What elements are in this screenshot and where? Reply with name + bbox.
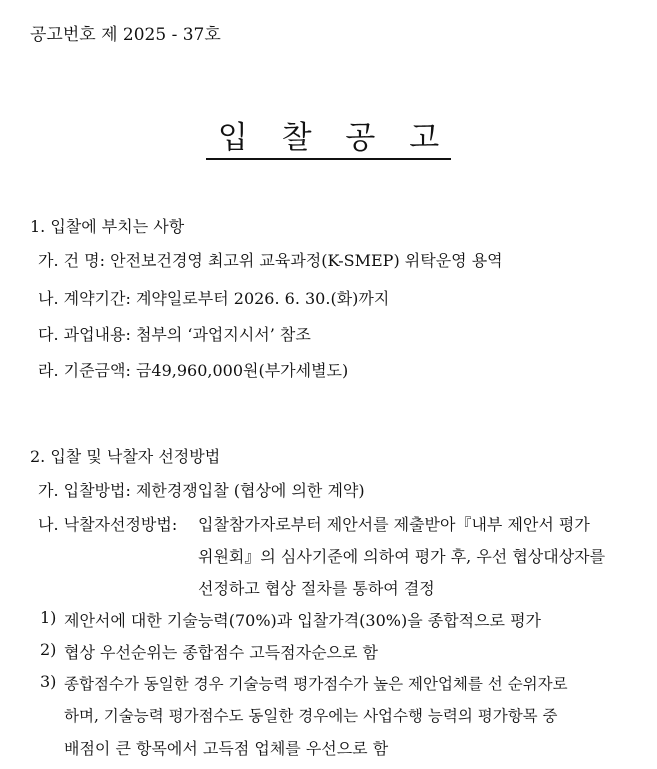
rule-text: 종합점수가 동일한 경우 기술능력 평가점수가 높은 제안업체를 선 순위자로 [64, 675, 568, 693]
item-label: 가. 건 명: [38, 251, 106, 270]
section1-item-amount [38, 358, 348, 381]
section2-heading: 2. 입찰 및 낙찰자 선정방법 [30, 447, 221, 466]
item-label: 다. 과업내용: [38, 325, 131, 344]
rule-text: 배점이 큰 항목에서 고득점 업체를 우선으로 함 [64, 739, 389, 758]
document-title: 입 찰 공 고 [0, 112, 657, 157]
selection-line: 선정하고 협상 절차를 통하여 결정 [198, 579, 435, 598]
method-label: 가. 입찰방법: [38, 481, 131, 500]
notice-number: 공고번호 제 2025 - 37호 [30, 25, 221, 45]
rule-text: 하며, 기술능력 평가점수도 동일한 경우에는 사업수행 능력의 평가항목 중 [64, 707, 558, 725]
rule-number: 1) [40, 608, 57, 627]
section1-heading: 1. 입찰에 부치는 사항 [30, 217, 185, 236]
section1-item-name [38, 248, 503, 271]
section2-selection-label: 나. 낙찰자선정방법: [38, 515, 178, 534]
rule-number: 2) [40, 640, 57, 659]
section1-item-content [38, 322, 311, 345]
rule-text: 협상 우선순위는 종합점수 고득점자순으로 함 [64, 643, 379, 662]
selection-line: 입찰참가자로부터 제안서를 제출받아『내부 제안서 평가 [198, 515, 590, 534]
rule-text: 제안서에 대한 기술능력(70%)과 입찰가격(30%)을 종합적으로 평가 [64, 611, 542, 630]
item-value: 첨부의 ‘과업지시서’ 참조 [135, 325, 311, 344]
item-label: 라. 기준금액: [38, 361, 131, 380]
item-label: 나. 계약기간: [38, 289, 131, 308]
section1-item-period [38, 286, 389, 309]
item-value: 금49,960,000원(부가세별도) [135, 361, 349, 380]
item-value: 계약일로부터 2026. 6. 30.(화)까지 [135, 289, 390, 308]
section2-method [38, 478, 365, 501]
rule-number: 3) [40, 672, 57, 691]
selection-line: 위원회』의 심사기준에 의하여 평가 후, 우선 협상대상자를 [198, 547, 606, 566]
item-value: 안전보건경영 최고위 교육과정(K-SMEP) 위탁운영 용역 [110, 251, 503, 270]
method-value: 제한경쟁입찰 (협상에 의한 계약) [135, 481, 365, 500]
